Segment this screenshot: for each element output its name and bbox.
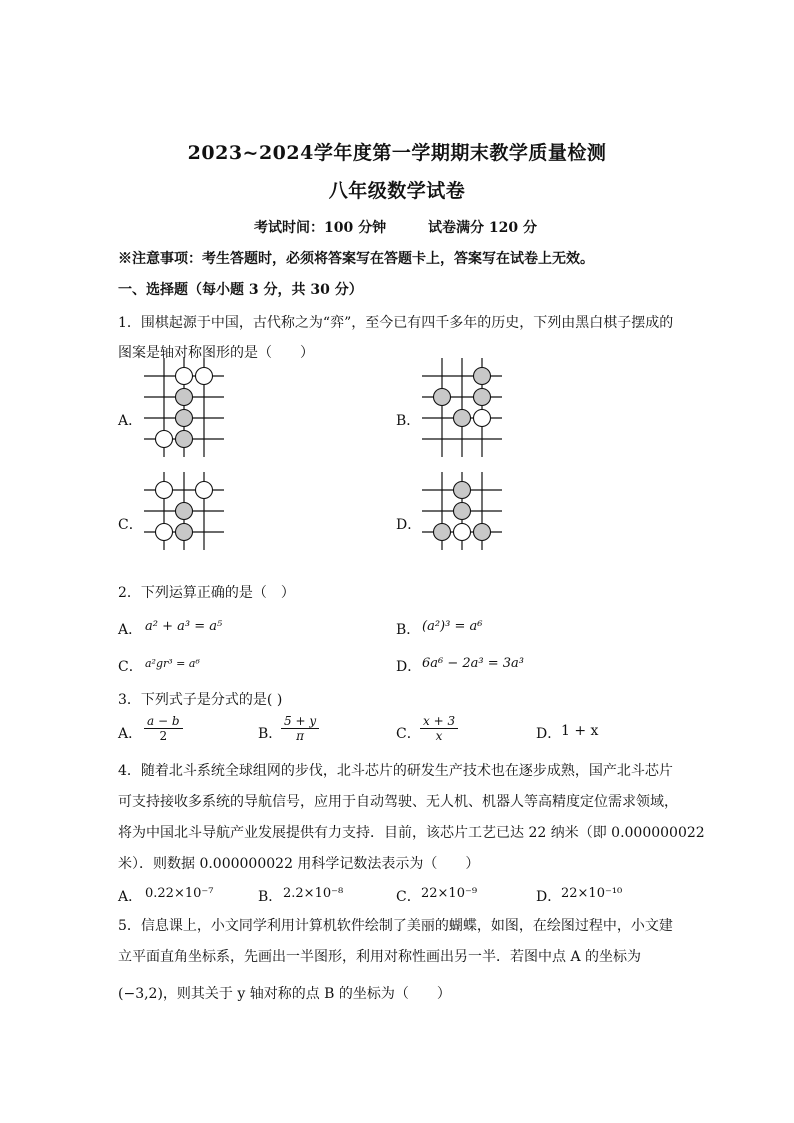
q4-stem-line2: 可支持接收多系统的导航信号，应用于自动驾驶、无人机、机器人等高精度定位需求领域， [118,794,678,810]
exam-subtitle: 八年级数学试卷 [328,180,466,202]
gray-stone [176,524,193,541]
q5-stem-line2: 立平面直角坐标系，先画出一半图形，利用对称性画出另一半．若图中点 A 的坐标为 [118,949,642,965]
q4-option-c: 22×10⁻⁹ [421,886,478,901]
gray-stone [474,389,491,406]
q3-option-c-label: C． [396,726,421,742]
q3-option-d: 1 + x [561,723,599,739]
white-stone [454,524,471,541]
exam-title: 2023~2024学年度第一学期期末教学质量检测 [187,142,607,164]
q5-stem-line3: (−3,2)，则其关于 y 轴对称的点 B 的坐标为（ ） [118,986,451,1002]
gray-stone [474,524,491,541]
q2-option-b-label: B． [396,622,421,638]
white-stone [196,482,213,499]
q1-option-d-label: D． [396,517,422,533]
gray-stone [176,389,193,406]
q3-option-c-fraction [420,714,458,743]
gray-stone [474,368,491,385]
gray-stone [454,410,471,427]
q3-option-a-numerator: a − b [144,714,183,729]
q4-option-c-label: C． [396,889,421,905]
q1-option-b-label: B． [396,413,421,429]
q4-option-d-label: D． [536,889,562,905]
q2-option-c-label: C． [118,659,143,675]
q3-option-a-label: A． [118,726,143,742]
q3-option-c-denominator: x [435,729,443,743]
go-board-d [420,478,510,568]
q3-stem: 3．下列式子是分式的是( ) [118,692,283,708]
q1-stem-line2: 图案是轴对称图形的是（ ） [118,345,314,361]
go-board-a [142,374,232,464]
go-board-b [420,374,510,464]
q2-option-d-label: D． [396,659,422,675]
q2-option-a: a² + a³ = a⁵ [145,619,223,634]
q4-option-a-label: A． [118,889,143,905]
q4-option-d: 22×10⁻¹⁰ [561,886,623,901]
q2-option-d: 6a⁶ − 2a³ = 3a³ [422,656,525,671]
q3-option-b-numerator: 5 + y [281,714,319,729]
q3-option-d-label: D． [536,726,562,742]
exam-time: 考试时间：100 分钟 [254,220,387,236]
section-heading: 一、选择题（每小题 3 分，共 30 分） [118,282,363,298]
q2-option-b: (a²)³ = a⁶ [422,619,483,634]
q3-option-a-fraction [144,714,183,743]
gray-stone [454,503,471,520]
gray-stone [434,524,451,541]
gray-stone [176,503,193,520]
q4-option-b-label: B． [258,889,283,905]
q4-option-a: 0.22×10⁻⁷ [145,886,214,901]
q3-option-a-denominator: 2 [159,729,168,743]
q2-option-c: a²gr³ = a⁶ [145,657,200,670]
q5-stem-line1: 5．信息课上，小文同学利用计算机软件绘制了美丽的蝴蝶，如图，在绘图过程中，小文建 [118,918,673,934]
full-score: 试卷满分 120 分 [428,220,537,236]
white-stone [156,482,173,499]
q3-option-b-fraction [281,714,319,743]
q1-option-a-label: A． [118,413,143,429]
gray-stone [454,482,471,499]
notice: ※注意事项：考生答题时，必须将答案写在答题卡上，答案写在试卷上无效。 [118,251,594,267]
gray-stone [176,410,193,427]
white-stone [196,368,213,385]
q4-option-b: 2.2×10⁻⁸ [283,886,344,901]
q4-stem-line1: 4．随着北斗系统全球组网的步伐，北斗芯片的研发生产技术也在逐步成熟，国产北斗芯片 [118,763,673,779]
white-stone [156,524,173,541]
white-stone [474,410,491,427]
gray-stone [176,431,193,448]
q1-option-c-label: C． [118,517,143,533]
go-board-c [142,478,232,568]
q3-option-b-denominator: π [296,729,304,743]
q3-option-b-label: B． [258,726,283,742]
gray-stone [434,389,451,406]
q4-stem-line3: 将为中国北斗导航产业发展提供有力支持．目前，该芯片工艺已达 22 纳米（即 0.000000022 [118,825,705,841]
white-stone [156,431,173,448]
q1-stem-line1: 1．围棋起源于中国，古代称之为“弈”，至今已有四千多年的历史，下列由黑白棋子摆成的 [118,315,674,331]
q2-stem: 2．下列运算正确的是（ ） [118,585,295,601]
q4-stem-line4: 米）．则数据 0.000000022 用科学记数法表示为（ ） [118,856,480,872]
white-stone [176,368,193,385]
q3-option-c-numerator: x + 3 [420,714,458,729]
q2-option-a-label: A． [118,622,143,638]
